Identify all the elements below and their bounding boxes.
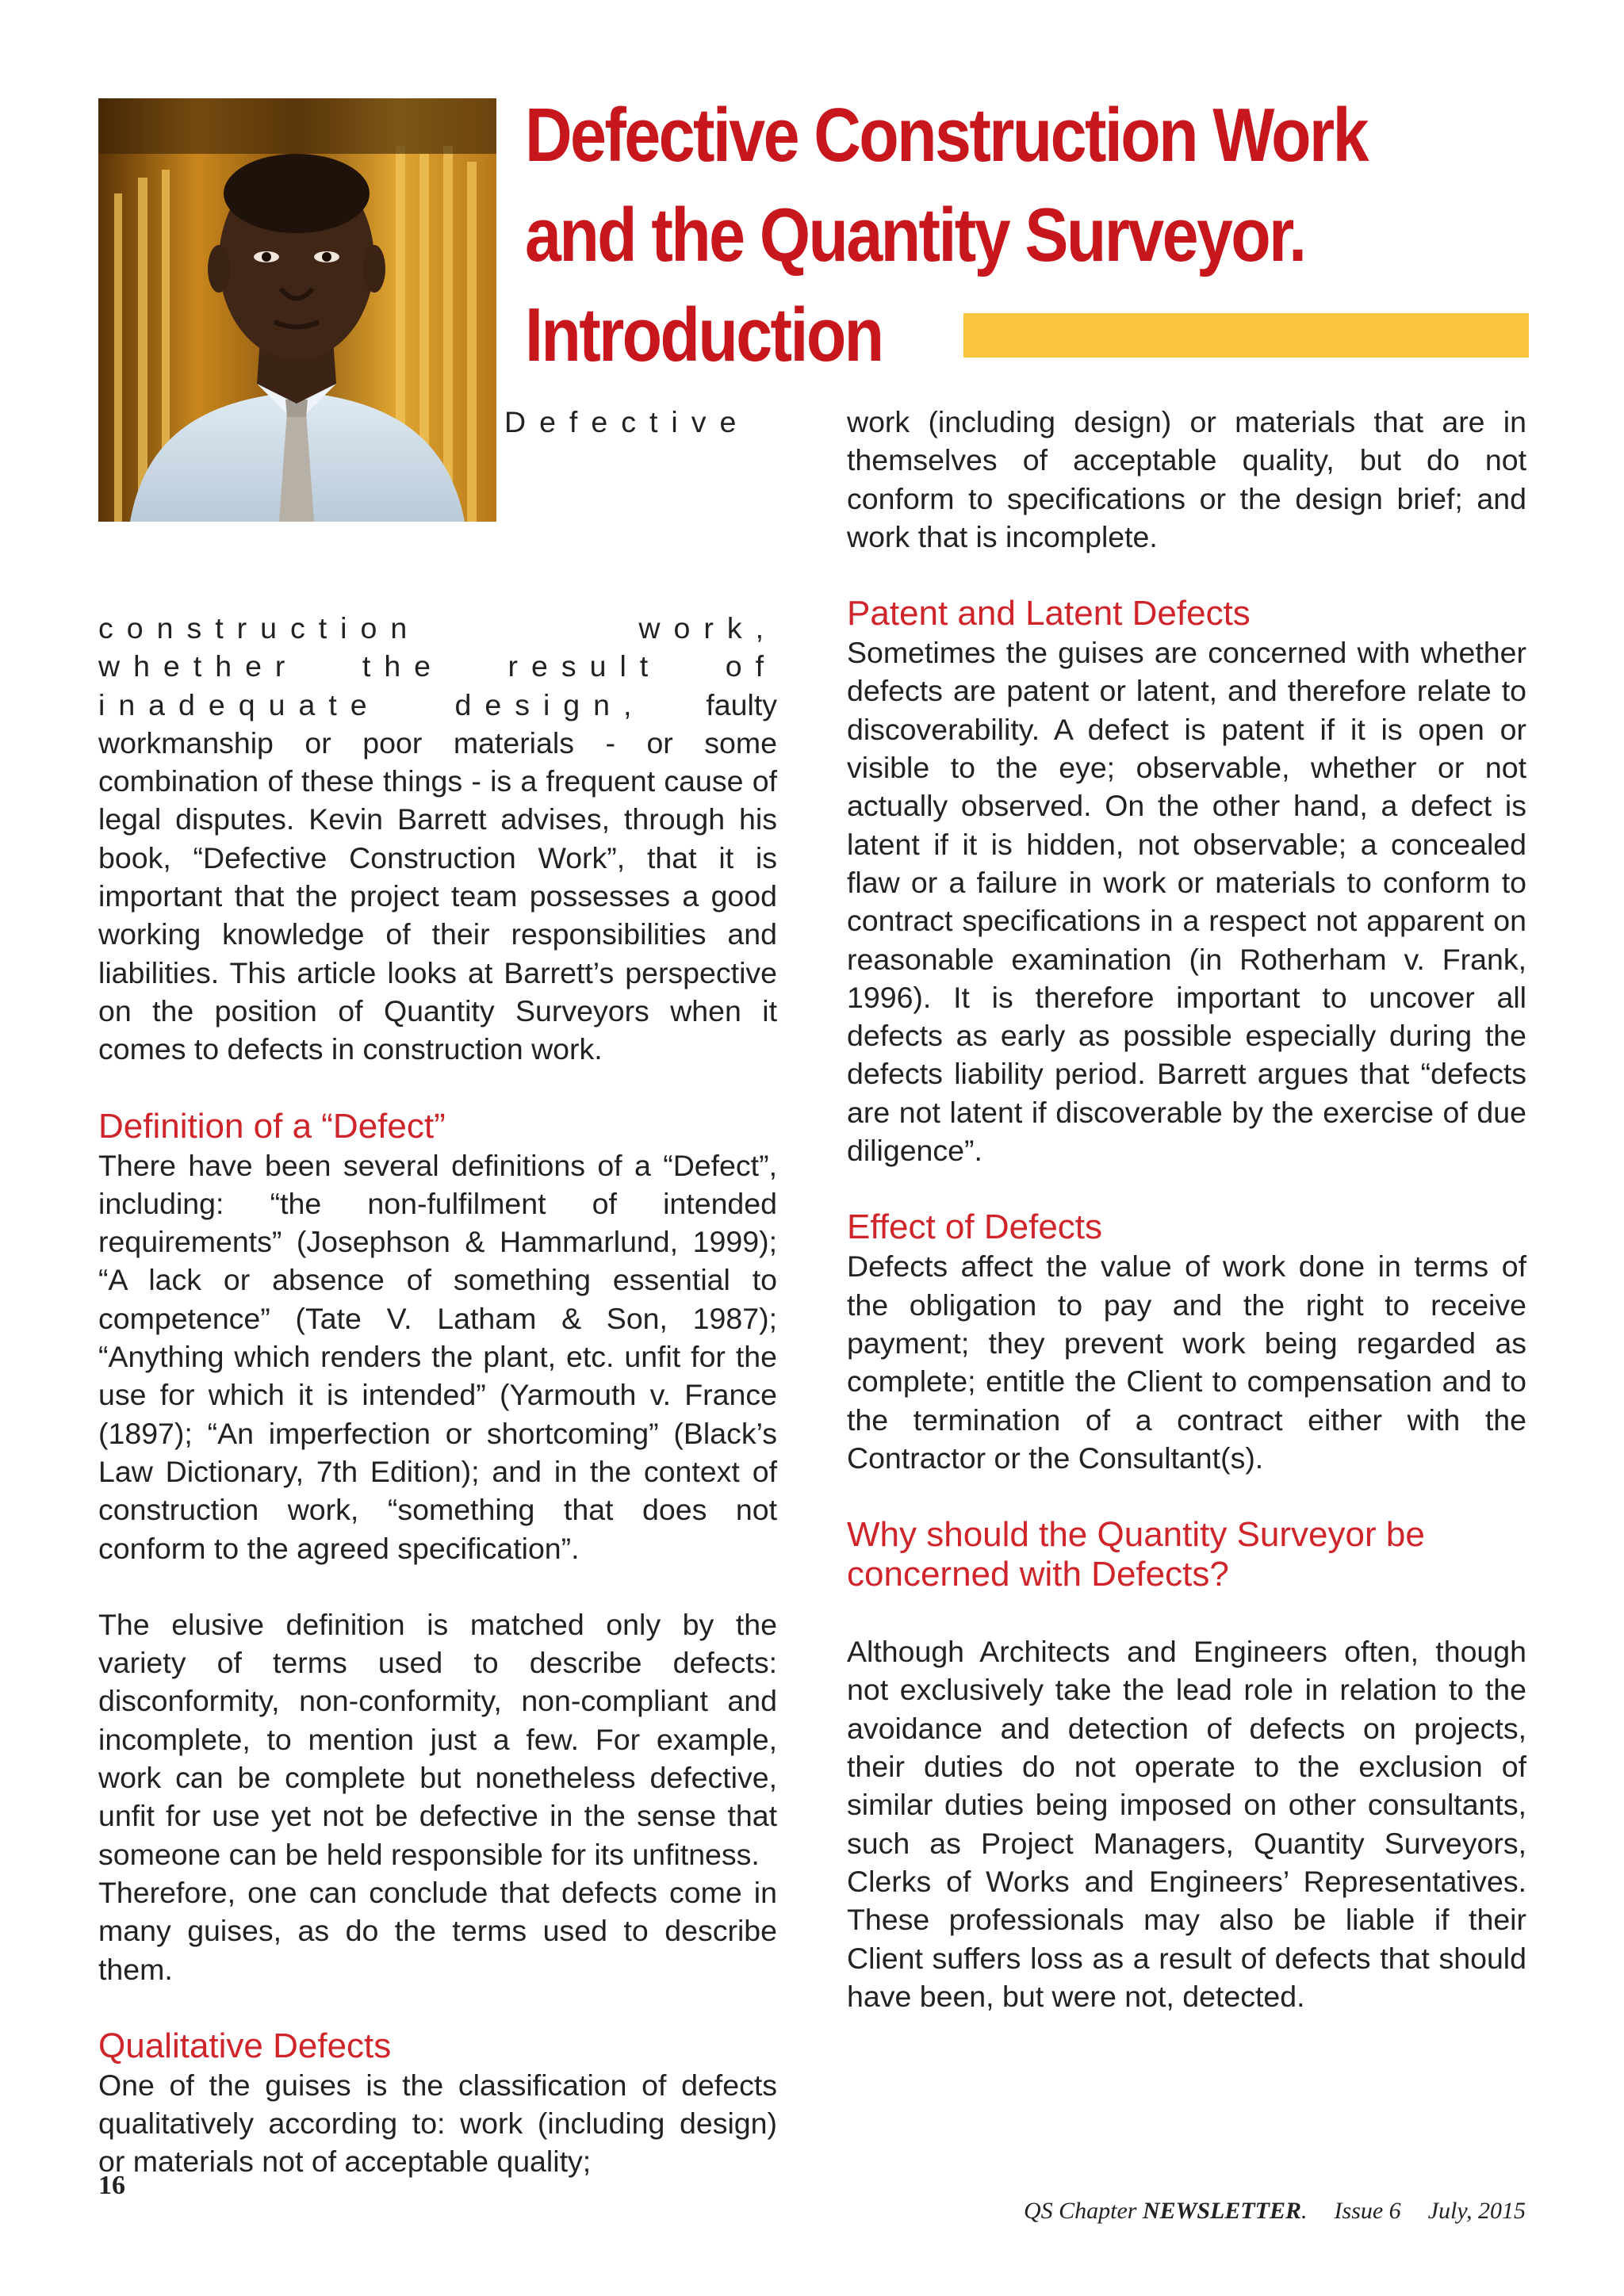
title-line-3: Introduction <box>525 293 883 377</box>
footer-publication: QS Chapter <box>1023 2198 1137 2224</box>
title-line-1: Defective Construction Work <box>525 93 1367 178</box>
heading-qualitative: Qualitative Defects <box>98 2026 392 2065</box>
therefore-paragraph: Therefore, one can conclude that defects come in many guises, as do the terms used to describe them. <box>98 1875 777 1986</box>
footer-newsletter: NEWSLETTER <box>1142 2198 1302 2224</box>
heading-patent-latent: Patent and Latent Defects <box>847 594 1251 633</box>
left-column <box>98 403 777 2181</box>
heading-definition: Definition of a “Defect” <box>98 1106 446 1146</box>
page-number: 16 <box>98 2171 125 2200</box>
effect-paragraph: Defects affect the value of work done in terms of the obligation to pay and the right to receive payment; they prevent work being regarded as complete; entitle the Client to compensation and to the termination of a contract either with the Contractor or the Consultant(s). <box>847 1249 1526 1475</box>
publication-footer: QS Chapter NEWSLETTER. Issue 6 July, 2015 <box>1023 2198 1526 2224</box>
intro-rest: faulty workmanship or poor materials - or some combination of these things - is a frequent cause of legal disputes. Kevin Barrett advises, through his book, “Defective Construction Work”, that it is important that the project team possesses a good working knowledge of their responsibilities and liabilities. This article looks at Barrett’s perspective on the position of Quantity Surveyors when it comes to defects in construction work. <box>98 687 777 1066</box>
heading-effect: Effect of Defects <box>847 1207 1103 1247</box>
intro-first-words: Defective construction work, whether the result of inadequate design, <box>98 405 777 721</box>
why-paragraph: Although Architects and Engineers often, though not exclusively take the lead role in relation to the avoidance and detection of defects on projects, their duties do not operate to the exclusion of similar duties being imposed on other consultants, such as Project Managers, Quantity Surveyors, Clerks of Works and Engineers’ Representatives. These professionals may also be liable if their Client suffers loss as a result of defects that should have been, but were not, detected. <box>847 1635 1526 2013</box>
qualitative-paragraph: One of the guises is the classification of defects qualitatively according to: work (including design) or materials not of acceptable quality; <box>98 2068 777 2179</box>
footer-date: July, 2015 <box>1427 2198 1526 2224</box>
definition-paragraph: There have been several definitions of a “Defect”, including: “the non-fulfilment of intended requirements” (Josephson & Hammarlund, 1999); “A lack or absence of something essential to competence” (Tate V. Latham & Son, 1987); “Anything which renders the plant, etc. unfit for the use for which it is intended” (Yarmouth v. France (1897); “An imperfection or shortcoming” (Black’s Law Dictionary, 7th Edition); and in the context of construction work, “something that does not conform to the agreed specification”. <box>98 1148 777 1565</box>
title-line-2: and the Quantity Surveyor. <box>525 193 1305 277</box>
heading-why-qs: Why should the Quantity Surveyor be concerned with Defects? <box>847 1515 1425 1594</box>
elusive-paragraph: The elusive definition is matched only by the variety of terms used to describe defects: disconformity, non-conformity, non-compliant and incomplete, to mention just a few. For example, work can be complete but nonetheless defective, unfit for use yet not be defective in the sense that someone can be held responsible for its unfitness. <box>98 1607 777 1871</box>
continuation-paragraph: work (including design) or materials that are in themselves of acceptable quality, but do not conform to specifications or the design brief; and work that is incomplete. <box>847 405 1526 553</box>
footer-issue: Issue 6 <box>1334 2198 1401 2224</box>
photo-wrap-space <box>98 403 504 609</box>
right-column <box>847 403 1526 2015</box>
patent-paragraph: Sometimes the guises are concerned with whether defects are patent or latent, and therefore relate to discoverability. A defect is patent if it is open or visible to the eye; observable, whether or not actually observed. On the other hand, a defect is latent if it is hidden, not observable; a concealed flaw or a failure in work or materials to conform to contract specifications in a respect not apparent on reasonable examination (in Rotherham v. Frank, 1996). It is therefore important to uncover all defects as early as possible especially during the defects liability period. Barrett argues that “defects are not latent if discoverable by the exercise of due diligence”. <box>847 636 1526 1168</box>
title-accent-bar <box>963 313 1529 358</box>
